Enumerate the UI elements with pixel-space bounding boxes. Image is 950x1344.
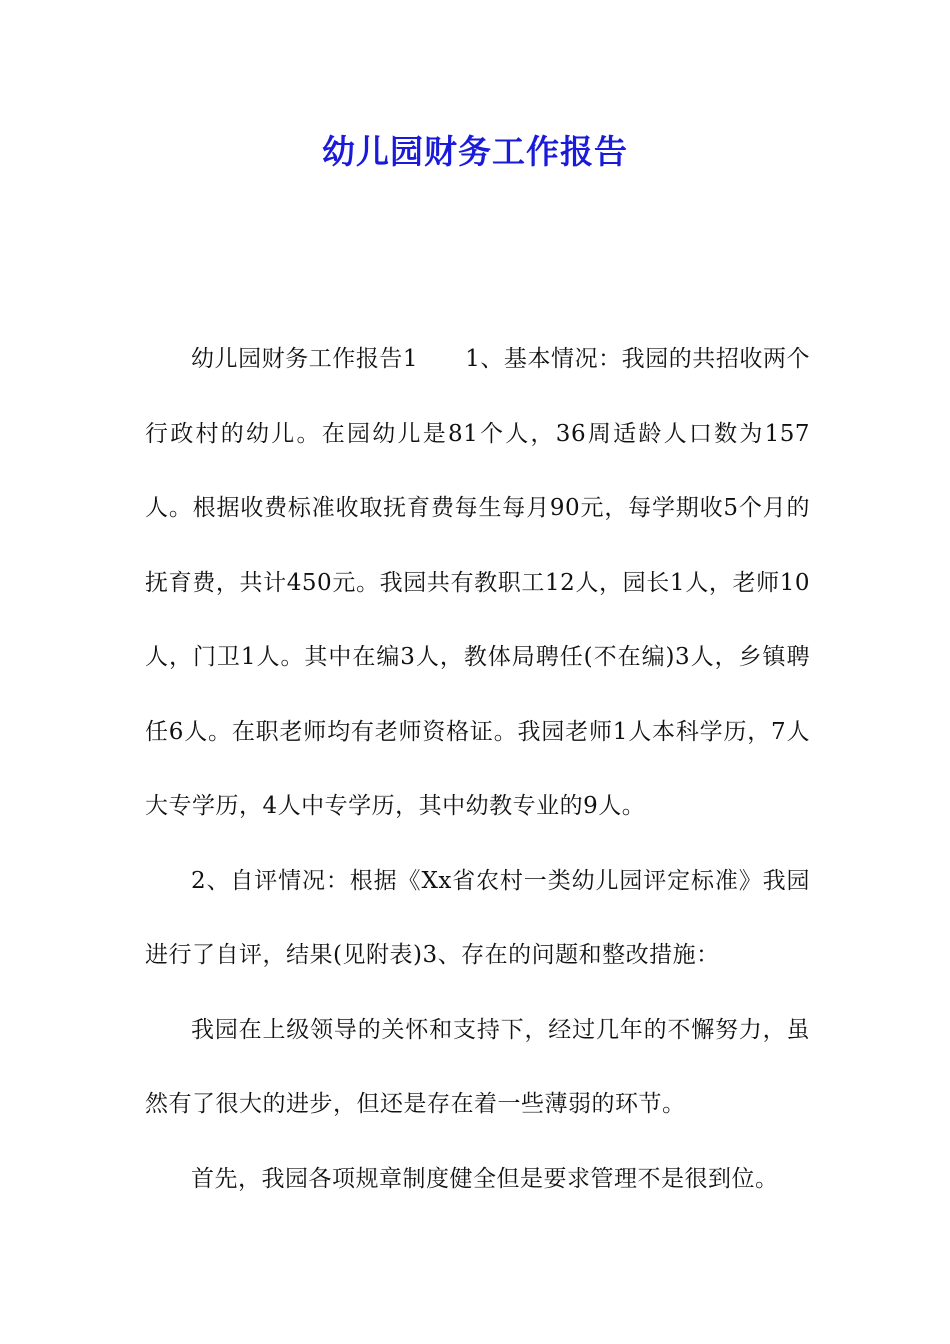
paragraph-basic-info: 幼儿园财务工作报告1 1、基本情况：我园的共招收两个行政村的幼儿。在园幼儿是81个人，36周适龄人口数为157人。根据收费标准收取抚育费每生每月90元，每学期收5个月的抚育费，共计450元。我园共有教职工12人，园长1人，老师10人，门卫1人。其中在编3人，教体局聘任(不在编)3人，乡镇聘任6人。在职老师均有老师资格证。我园老师1人本科学历，7人大专学历，4人中专学历，其中幼教专业的9人。 bbox=[145, 346, 810, 819]
paragraph-self-evaluation: 2、自评情况：根据《Xx省农村一类幼儿园评定标准》我园进行了自评，结果(见附表)3、存在的问题和整改措施： bbox=[145, 867, 810, 968]
paragraph-first-issue: 首先，我园各项规章制度健全但是要求管理不是很到位。 bbox=[191, 1165, 779, 1192]
document-body bbox=[145, 322, 810, 1216]
paragraph-progress: 我园在上级领导的关怀和支持下，经过几年的不懈努力，虽然有了很大的进步，但还是存在着一些薄弱的环节。 bbox=[145, 1016, 810, 1117]
document-title: 幼儿园财务工作报告 bbox=[322, 132, 628, 171]
